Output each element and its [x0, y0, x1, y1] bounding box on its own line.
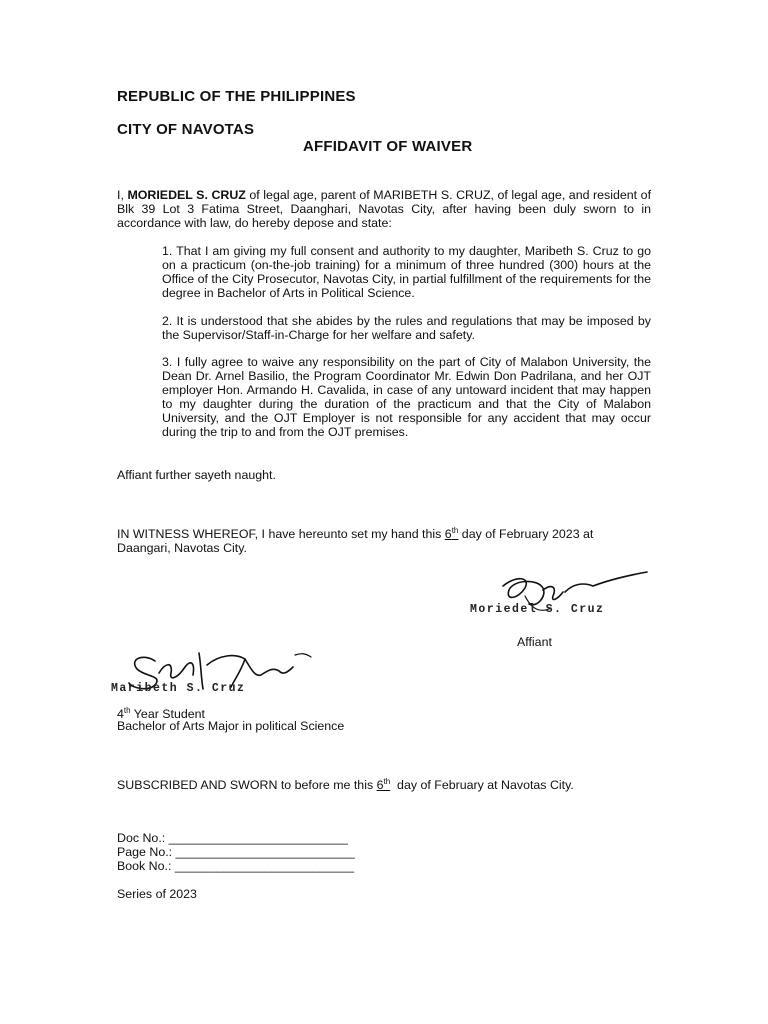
subscribed-day-sup: th	[383, 777, 391, 786]
book-no-blank: __________________________	[174, 859, 355, 873]
page-no-label: Page No.:	[117, 845, 176, 859]
book-no-label: Book No.:	[117, 859, 175, 873]
header-city: CITY OF NAVOTAS	[117, 121, 255, 138]
student-printed-name: Maribeth S. Cruz	[111, 682, 246, 695]
year-num: 4	[117, 707, 124, 722]
intro-rest: of legal age, parent of MARIBETH S. CRUZ, of legal age, and resident of Blk 39 Lot 3 Fatima Street, Daanghari, Navotas City, after having been duly sworn to in accordance with law, do hereby depose and state:	[117, 188, 652, 230]
year-rest: Year Student	[130, 707, 205, 722]
item-3: 3. I fully agree to waive any responsibility on the part of City of Malabon University, the Dean Dr. Arnel Basilio, the Program Coordinator Mr. Edwin Don Padrilana, and her OJT employer Hon. Armando H. Cavalida, in case of any untoward incident that may happen to my daughter during the duration of the practicum and that the City of Malabon University, and the OJT Employer is not responsible for any accident that may occur during the trip to and from the OJT premises.	[162, 355, 651, 439]
witness-prefix: IN WITNESS WHEREOF, I have hereunto set my hand this	[117, 527, 445, 542]
doc-no-blank: __________________________	[168, 831, 348, 845]
intro-paragraph	[117, 188, 651, 230]
item-2: 2. It is understood that she abides by the rules and regulations that may be imposed by the Supervisor/Staff-in-Charge for her welfare and safety.	[162, 314, 651, 342]
witness-paragraph	[117, 524, 651, 555]
doc-no-label: Doc No.:	[117, 831, 169, 845]
witness-day-sup: th	[451, 526, 459, 535]
series-line: Series of 2023	[117, 887, 197, 901]
student-program: Bachelor of Arts Major in political Science	[117, 719, 345, 733]
item-1: 1. That I am giving my full consent and authority to my daughter, Maribeth S. Cruz to go on a practicum (on-the-job training) for a minimum of three hundred (300) hours at the Office of the City Prosecutor, Navotas City, in partial fulfillment of the requirements for the degree in Bachelor of Arts in Political Science.	[162, 244, 651, 300]
witness-place: Daangari, Navotas City.	[117, 541, 247, 556]
affiant-printed-name: Moriedel S. Cruz	[470, 603, 605, 616]
affiant-label: Affiant	[517, 635, 552, 649]
page-no-line	[117, 845, 355, 859]
witness-day-num: 6	[444, 527, 452, 542]
subscribed-day-num: 6	[376, 778, 384, 793]
year-sup: th	[123, 706, 131, 715]
book-no-line	[117, 859, 354, 873]
intro-prefix: I,	[117, 188, 128, 202]
witness-day	[445, 527, 459, 541]
subscribed-prefix: SUBSCRIBED AND SWORN to before me this	[117, 778, 377, 793]
subscribed-line	[117, 775, 574, 792]
subscribed-suffix: day of February at Navotas City.	[390, 778, 574, 793]
sayeth-line: Affiant further sayeth naught.	[117, 468, 276, 482]
subscribed-day	[377, 778, 391, 792]
affiant-name: MORIEDEL S. CRUZ	[127, 188, 246, 202]
header-republic: REPUBLIC OF THE PHILIPPINES	[117, 88, 356, 105]
witness-suffix: day of February 2023 at	[458, 527, 594, 542]
document-title: AFFIDAVIT OF WAIVER	[303, 138, 473, 155]
page-no-blank: __________________________	[175, 845, 355, 859]
doc-no-line	[117, 831, 348, 845]
